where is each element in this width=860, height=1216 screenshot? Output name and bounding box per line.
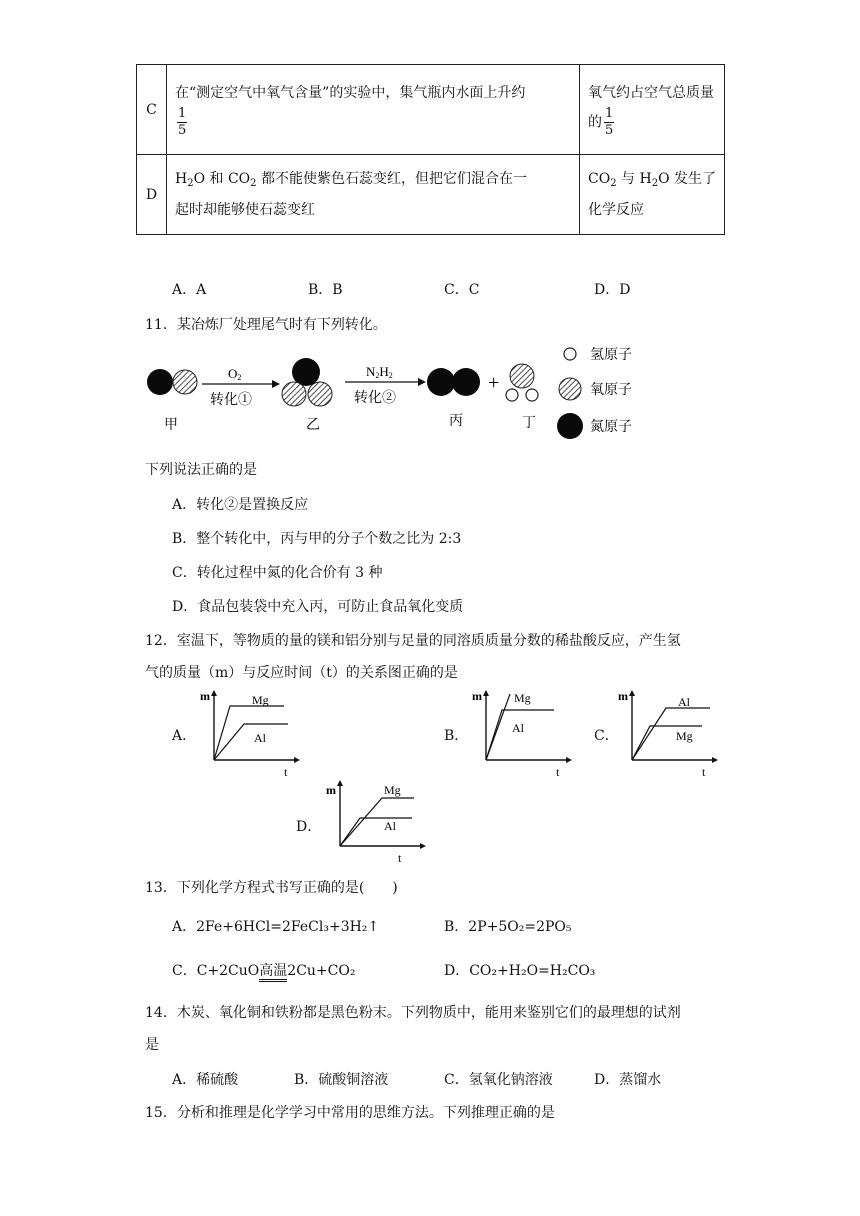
legend-nitrogen-label: 氮原子 xyxy=(590,420,632,435)
q10-option-c[interactable]: C．C xyxy=(444,282,480,298)
legend-oxygen-label: 氧原子 xyxy=(590,383,632,398)
fraction: $\frac{1}{5}$ xyxy=(178,106,187,138)
q11-option-c[interactable]: C．转化过程中氮的化合价有 3 种 xyxy=(172,565,383,581)
options-table xyxy=(136,64,725,235)
oxygen-atom xyxy=(510,364,534,388)
line-mg xyxy=(340,798,414,846)
row-letter: D xyxy=(137,155,167,235)
q12-graph-b xyxy=(468,688,572,778)
axis-y-label: m xyxy=(326,783,336,797)
q12-option-d[interactable]: D． xyxy=(296,819,322,835)
curve-label-top: Al xyxy=(678,695,690,709)
q11-option-a[interactable]: A．转化②是置换反应 xyxy=(172,497,309,513)
q14-option-b[interactable]: B．硫酸铜溶液 xyxy=(294,1072,389,1088)
q12-stem-line-2: 气的质量（m）与反应时间（t）的关系图正确的是 xyxy=(145,665,458,681)
curve-label-bottom: Al xyxy=(254,731,266,745)
row-description: $H_2O$ 和 $CO_2$ 都不能使紫色石蕊变红，但把它们混合在一 起时却能够使石蕊变红 xyxy=(167,155,580,235)
hydrogen-atom xyxy=(506,389,518,401)
q14-stem-line-2: 是 xyxy=(145,1037,159,1053)
q11-prompt: 下列说法正确的是 xyxy=(145,462,257,478)
q14-option-a[interactable]: A．稀硫酸 xyxy=(172,1072,239,1088)
q12-graph-a xyxy=(196,688,300,778)
q12-option-c[interactable]: C． xyxy=(594,728,619,744)
q11-option-d[interactable]: D．食品包装袋中充入丙，可防止食品氧化变质 xyxy=(172,599,464,615)
table-row-d xyxy=(137,155,725,235)
arrow-2-label: 转化② xyxy=(354,391,396,406)
q12-stem-line-1: 12．室温下，等物质的量的镁和铝分别与足量的同溶质质量分数的稀盐酸反应，产生氢 xyxy=(145,633,681,649)
conclusion-text: 氧气约占空气总质量 xyxy=(588,85,714,101)
legend-oxygen-icon xyxy=(559,378,581,400)
q13-stem: 13．下列化学方程式书写正确的是( ) xyxy=(145,880,398,896)
conclusion-text-2: 的 xyxy=(588,114,602,131)
fraction: $\frac{1}{5}$ xyxy=(605,106,614,138)
curve-label-bottom: Mg xyxy=(676,729,693,743)
oxygen-atom xyxy=(173,370,197,394)
q11-stem: 11．某冶炼厂处理尾气时有下列转化。 xyxy=(145,317,387,333)
q13-option-d[interactable]: D．CO₂+H₂O=H₂CO₃ xyxy=(444,963,596,979)
label-ding: 丁 xyxy=(522,416,536,431)
q13-option-c[interactable]: C．C+2CuO高温2Cu+CO₂ xyxy=(172,960,355,980)
reaction-condition: 高温 xyxy=(259,963,287,982)
q11-option-b[interactable]: B．整个转化中，丙与甲的分子个数之比为 2:3 xyxy=(172,531,462,547)
nitrogen-atom xyxy=(427,368,455,396)
row-letter: C xyxy=(137,65,167,155)
q14-option-d[interactable]: D．蒸馏水 xyxy=(594,1072,662,1088)
label-yi: 乙 xyxy=(306,418,320,433)
q13-option-a[interactable]: A．2Fe+6HCl=2FeCl₃+3H₂↑ xyxy=(172,919,380,935)
row-description xyxy=(167,65,580,155)
q10-option-d[interactable]: D．D xyxy=(594,282,631,298)
arrow-1-reagent: O2 xyxy=(228,366,242,382)
q11-reaction-diagram xyxy=(140,340,660,440)
line-al xyxy=(214,724,288,760)
q12-option-a[interactable]: A． xyxy=(172,728,197,744)
axis-y-label: m xyxy=(472,689,482,703)
axis-y-label: m xyxy=(200,689,210,703)
axis-y-label: m xyxy=(618,689,628,703)
legend-hydrogen-icon xyxy=(564,348,576,360)
curve-label-top: Mg xyxy=(514,691,531,705)
oxygen-atom xyxy=(308,382,332,406)
curve-label-bottom: Al xyxy=(512,721,524,735)
row-conclusion xyxy=(580,65,725,155)
hydrogen-atom xyxy=(526,389,538,401)
line-mg xyxy=(214,706,284,760)
legend-nitrogen-icon xyxy=(557,413,583,439)
curve-label-bottom: Al xyxy=(384,819,396,833)
axis-x-label: t xyxy=(702,765,706,778)
axis-x-label: t xyxy=(556,765,560,778)
arrow-1-label: 转化① xyxy=(210,393,252,408)
nitrogen-atom xyxy=(147,369,173,395)
q12-option-b[interactable]: B． xyxy=(444,728,469,744)
line-al xyxy=(340,818,412,846)
oxygen-atom xyxy=(282,382,306,406)
curve-label-top: Mg xyxy=(252,693,269,707)
q10-option-a[interactable]: A．A xyxy=(172,282,207,298)
line-al xyxy=(632,708,710,760)
table-row-c xyxy=(137,65,725,155)
q14-stem-line-1: 14．木炭、氧化铜和铁粉都是黑色粉末。下列物质中，能用来鉴别它们的最理想的试剂 xyxy=(145,1005,681,1021)
nitrogen-atom xyxy=(452,368,480,396)
legend-hydrogen-label: 氢原子 xyxy=(590,348,632,363)
line-al xyxy=(486,710,554,760)
arrow-2-reagent: N2H2 xyxy=(366,364,393,380)
q12-graph-d xyxy=(322,778,426,868)
q14-option-c[interactable]: C．氢氧化钠溶液 xyxy=(444,1072,553,1088)
q13-option-b[interactable]: B．2P+5O₂=2PO₅ xyxy=(444,919,572,935)
curve-label-top: Mg xyxy=(384,783,401,797)
row-conclusion: $CO_2$ 与 $H_2O$ 发生了 化学反应 xyxy=(580,155,725,235)
label-bing: 丙 xyxy=(449,414,463,429)
label-jia: 甲 xyxy=(164,418,178,433)
q12-graph-c xyxy=(614,688,718,778)
description-text: 在“测定空气中氧气含量”的实验中，集气瓶内水面上升约 xyxy=(175,85,526,101)
q15-stem: 15．分析和推理是化学学习中常用的思维方法。下列推理正确的是 xyxy=(145,1105,555,1121)
axis-x-label: t xyxy=(284,765,288,778)
q10-option-b[interactable]: B．B xyxy=(308,282,343,298)
plus-sign: + xyxy=(488,372,500,394)
axis-x-label: t xyxy=(398,851,402,865)
